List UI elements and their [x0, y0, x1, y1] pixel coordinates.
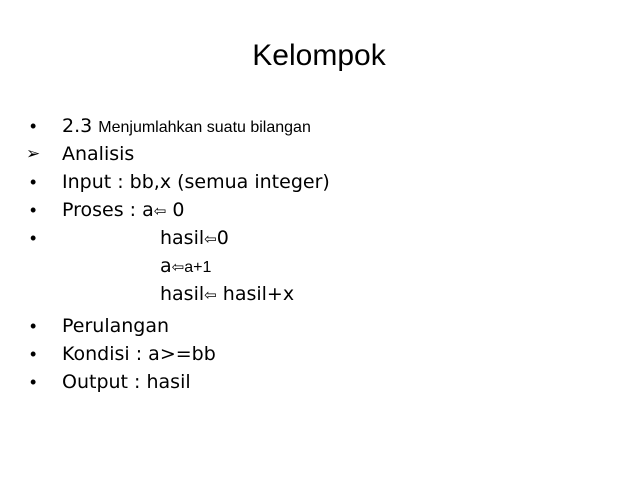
text-suffix: 0 [166, 199, 185, 221]
section-number: 2.3 [62, 115, 93, 137]
bullet: • [30, 372, 37, 392]
list-item-text [160, 252, 211, 282]
left-arrow-icon: ⇦ [153, 202, 167, 220]
bullet: • [30, 316, 37, 336]
bullet: • [30, 116, 37, 136]
left-arrow-icon: ⇦ [204, 286, 217, 304]
slide-title: Kelompok [252, 39, 386, 72]
bullet: • [30, 172, 37, 192]
text-suffix: 0 [216, 227, 229, 249]
bullet: • [30, 228, 37, 248]
section-title: Menjumlahkan suatu bilangan [98, 119, 311, 136]
list-item-text [62, 112, 311, 142]
list-item-text [62, 196, 184, 225]
list-item-text: Input : bb,x (semua integer) [62, 171, 330, 193]
list-item-text [160, 280, 294, 309]
list-item-text: Kondisi : a>=bb [62, 343, 216, 365]
bullet: • [30, 344, 37, 364]
text-suffix: hasil+x [216, 283, 295, 305]
text-prefix: hasil [160, 283, 205, 305]
list-item-text: Output : hasil [62, 371, 191, 393]
arrow-bullet-icon: ➢ [26, 144, 41, 164]
list-item-text [160, 224, 229, 253]
list-item-text: Perulangan [62, 315, 170, 337]
bullet: • [30, 200, 37, 220]
text-prefix: hasil [160, 227, 205, 249]
left-arrow-icon: ⇦ [204, 230, 217, 248]
text-suffix: a+1 [184, 259, 212, 276]
text-prefix: Proses : a [62, 199, 154, 221]
left-arrow-icon: ⇦ [171, 258, 185, 276]
text-prefix: a [160, 255, 172, 277]
list-item-text: Analisis [62, 143, 135, 165]
